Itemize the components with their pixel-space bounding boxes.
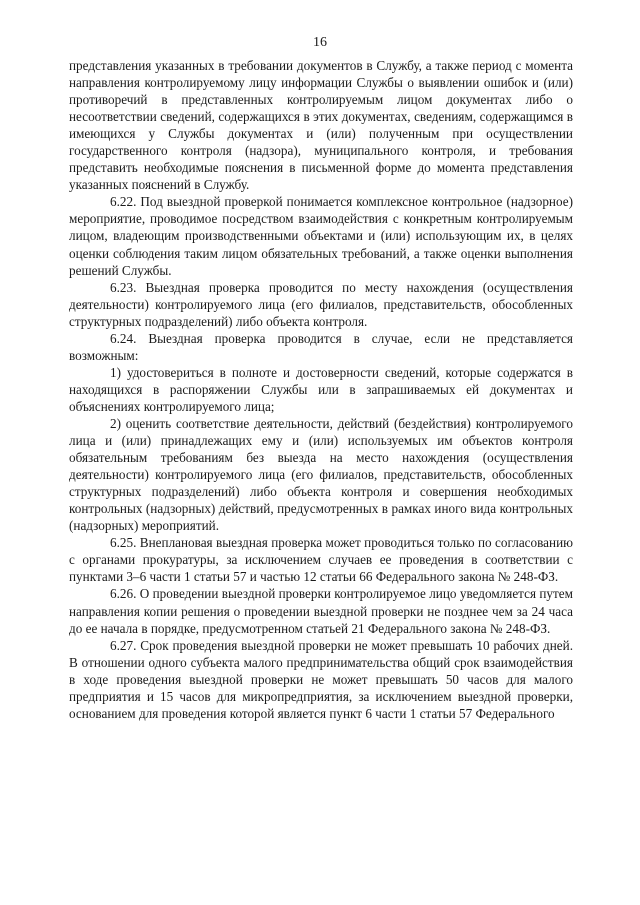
paragraph-6-25: 6.25. Внеплановая выездная проверка может проводиться только по согласованию с органами прокуратуры, за исключением случаев ее проведения в соответствии с пунктами 3–6 части 1 статьи 57 и частью 12 статьи 66 Федерального закона № 248-ФЗ. xyxy=(69,535,573,585)
paragraph-6-26: 6.26. О проведении выездной проверки контролируемое лицо уведомляется путем направления копии решения о проведении выездной проверки не позднее чем за 24 часа до ее начала в порядке, предусмотренном статьей 21 Федерального закона № 248-ФЗ. xyxy=(69,586,573,636)
paragraph-6-23: 6.23. Выездная проверка проводится по месту нахождения (осуществления деятельности) контролируемого лица (его филиалов, представительств, обособленных структурных подразделений) либо объекта контроля. xyxy=(69,279,573,329)
paragraph-6-24-item-2: 2) оценить соответствие деятельности, действий (бездействия) контролируемого лица и (или) принадлежащих ему и (или) используемых им объектов контроля обязательным требованиям без выезда на место нахождения (осуществления деятельности) контролируемого лица (его филиалов, представительств, обособленных структурных подразделений) либо объекта контроля и совершения необходимых контрольных (надзорных) действий, предусмотренных в рамках иного вида контрольных (надзорных) мероприятий. xyxy=(69,415,573,534)
document-body xyxy=(69,57,573,722)
paragraph-6-24-item-1: 1) удостовериться в полноте и достоверности сведений, которые содержатся в находящихся в распоряжении Службы или в запрашиваемых ей документах и объяснениях контролируемого лица; xyxy=(69,364,573,414)
paragraph-6-22: 6.22. Под выездной проверкой понимается комплексное контрольное (надзорное) мероприятие, проводимое посредством взаимодействия с конкретным контролируемым лицом, владеющим производственными объектами и (или) использующим их, в целях оценки соблюдения таким лицом обязательных требований, а также оценки выполнения решений Службы. xyxy=(69,194,573,278)
paragraph-6-24: 6.24. Выездная проверка проводится в случае, если не представляется возможным: xyxy=(69,330,573,363)
paragraph-6-27: 6.27. Срок проведения выездной проверки не может превышать 10 рабочих дней. В отношении одного субъекта малого предпринимательства общий срок взаимодействия в ходе проведения выездной проверки не может превышать 50 часов для малого предприятия и 15 часов для микропредприятия, за исключением выездной проверки, основанием для проведения которой является пункт 6 части 1 статьи 57 Федерального xyxy=(69,637,573,721)
paragraph-continuation: представления указанных в требовании документов в Службу, а также период с момента направления контролируемому лицу информации Службы о выявлении ошибок и (или) противоречий в представленных контролируемым лицом документах либо о несоответствии сведений, содержащихся в этих документах, сведениям, содержащимся в имеющихся у Службы документах и (или) полученным при осуществлении государственного контроля (надзора), муниципального контроля, и требования представить необходимые пояснения в письменной форме до момента представления указанных пояснений в Службу. xyxy=(69,58,573,193)
page-number: 16 xyxy=(313,35,327,50)
